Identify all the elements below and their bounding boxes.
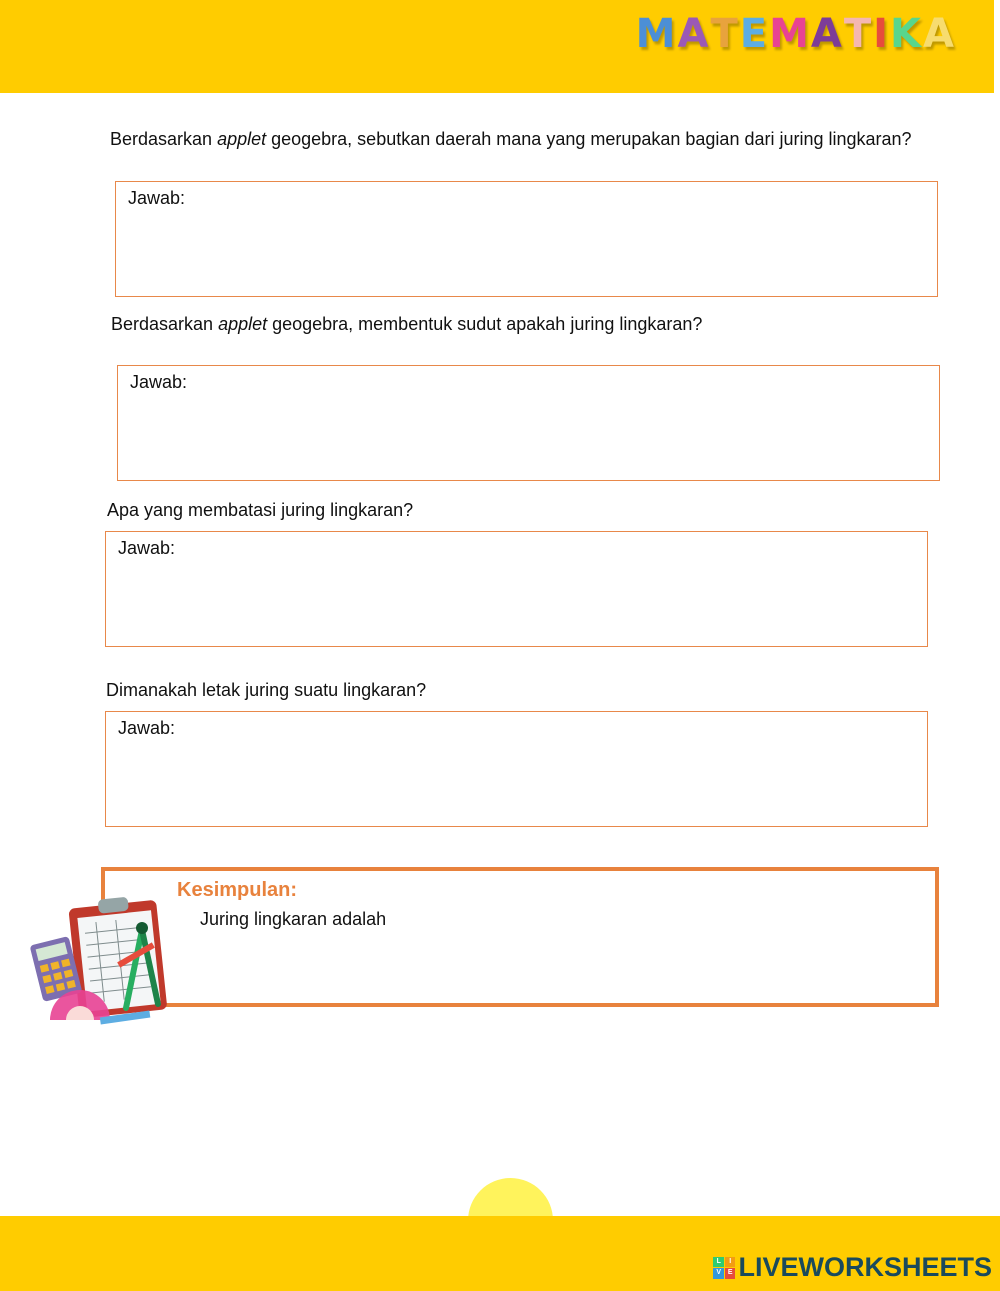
- question-1: Berdasarkan applet geogebra, sebutkan daerah mana yang merupakan bagian dari juring lingkaran?: [110, 129, 912, 149]
- answer-box-3[interactable]: [105, 531, 928, 647]
- answer-input-1[interactable]: [126, 214, 927, 288]
- answer-input-4[interactable]: [116, 744, 917, 818]
- question-2: Berdasarkan applet geogebra, membentuk sudut apakah juring lingkaran?: [111, 314, 703, 334]
- conclusion-text: Juring lingkaran adalah: [200, 909, 387, 929]
- logo-letter: M: [635, 11, 676, 57]
- question-4: Dimanakah letak juring suatu lingkaran?: [106, 680, 427, 700]
- liveworksheets-text: LIVEWORKSHEETS: [738, 1252, 992, 1282]
- math-tools-illustration-icon: [30, 890, 175, 1035]
- logo-letter: M: [769, 11, 809, 57]
- answer-box-1[interactable]: [115, 181, 938, 297]
- answer-input-3[interactable]: [116, 564, 917, 638]
- logo-letter: T: [843, 11, 872, 57]
- logo-letter: A: [923, 11, 954, 57]
- logo-letter: T: [710, 11, 738, 57]
- answer-label: Jawab:: [130, 372, 188, 392]
- matematika-logo: [635, 11, 954, 57]
- conclusion-box: [101, 867, 939, 1007]
- logo-letter: E: [739, 11, 768, 57]
- logo-letter: A: [810, 11, 842, 57]
- answer-box-4[interactable]: [105, 711, 928, 827]
- liveworksheets-logo[interactable]: [713, 1252, 992, 1283]
- liveworksheets-icon: L I V E: [713, 1257, 735, 1279]
- logo-letter: K: [890, 11, 922, 57]
- answer-label: Jawab:: [118, 718, 176, 738]
- answer-input-2[interactable]: [128, 398, 929, 472]
- answer-label: Jawab:: [118, 538, 176, 558]
- question-3: Apa yang membatasi juring lingkaran?: [107, 500, 414, 520]
- answer-box-2[interactable]: [117, 365, 940, 481]
- logo-letter: A: [677, 11, 709, 57]
- header-band: [0, 0, 994, 93]
- conclusion-title: Kesimpulan:: [177, 879, 298, 901]
- answer-label: Jawab:: [128, 188, 186, 208]
- logo-letter: I: [873, 11, 889, 57]
